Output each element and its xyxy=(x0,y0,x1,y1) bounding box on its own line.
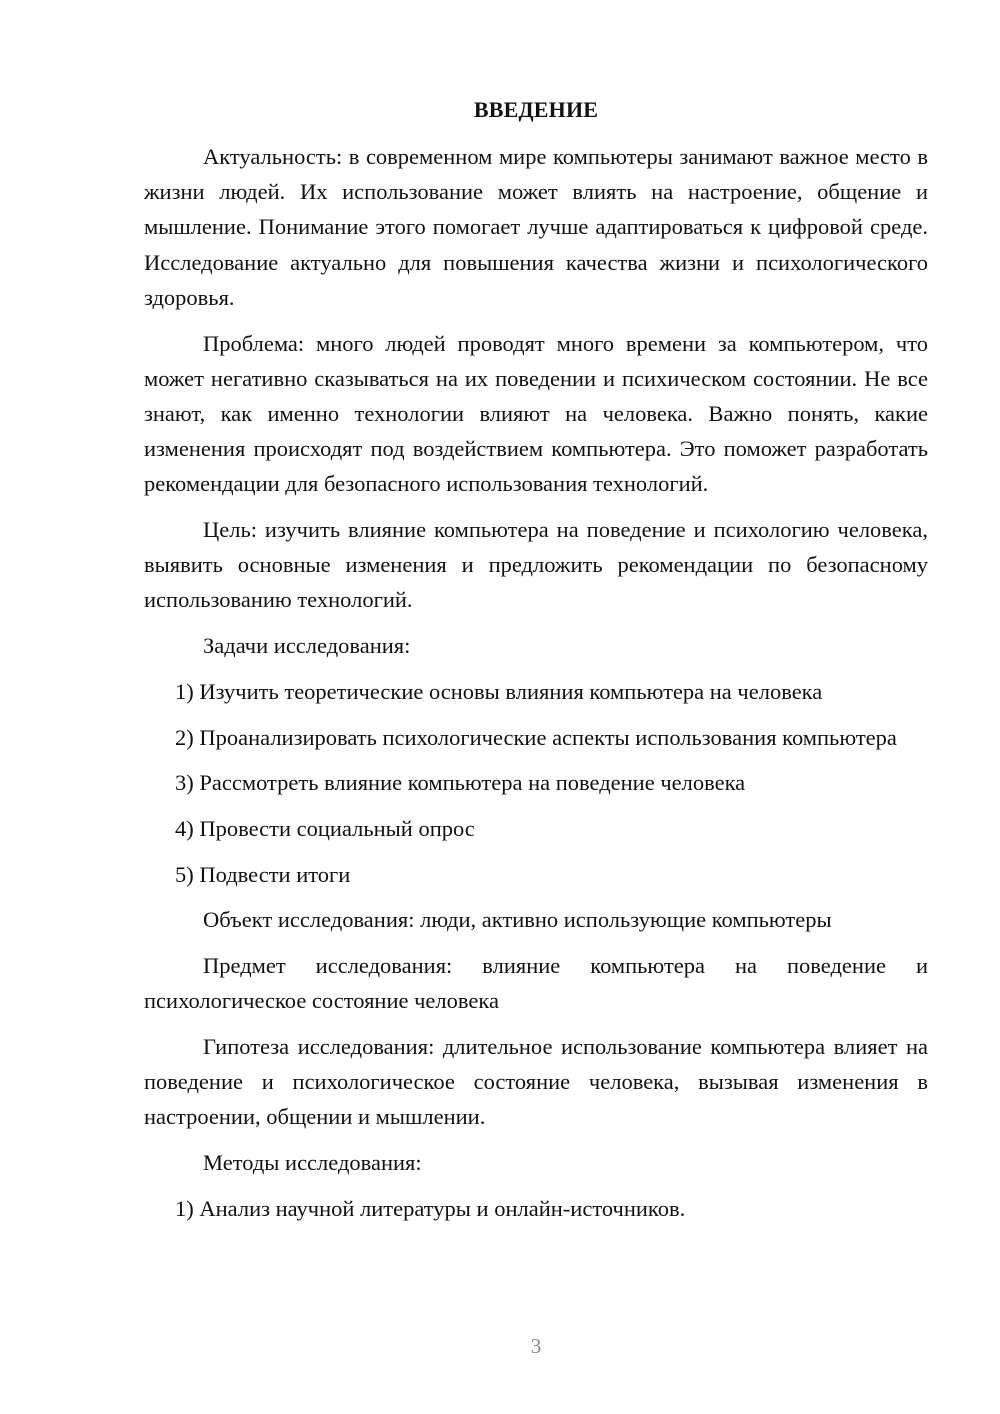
page-number: 3 xyxy=(530,1334,542,1358)
task-item-1: 1) Изучить теоретические основы влияния компьютера на человека xyxy=(175,678,823,704)
tasks-title: Задачи исследования: xyxy=(203,633,411,659)
page-content xyxy=(144,92,928,1236)
task-item-5: 5) Подвести итоги xyxy=(175,861,351,887)
subject-paragraph: Предмет исследования: влияние компьютера на поведение и психологическое состояние человека xyxy=(144,953,928,1014)
task-item-2: 2) Проанализировать психологические аспекты использования компьютера xyxy=(175,724,897,750)
hypothesis-paragraph: Гипотеза исследования: длительное использование компьютера влияет на поведение и психологическое состояние человека, вызывая изменения в настроении, общении и мышлении. xyxy=(144,1033,928,1130)
goal-paragraph: Цель: изучить влияние компьютера на поведение и психологию человека, выявить основные изменения и предложить рекомендации по безопасному использованию технологий. xyxy=(144,517,928,613)
task-item-3: 3) Рассмотреть влияние компьютера на поведение человека xyxy=(175,770,746,796)
task-item-4: 4) Провести социальный опрос xyxy=(175,815,475,841)
object-paragraph: Объект исследования: люди, активно использующие компьютеры xyxy=(203,907,832,933)
section-heading: ВВЕДЕНИЕ xyxy=(473,97,599,122)
methods-title: Методы исследования: xyxy=(203,1150,422,1176)
problem-paragraph: Проблема: много людей проводят много времени за компьютером, что может негативно сказываться на их поведении и психическом состоянии. Не все знают, как именно технологии влияют на человека. Важно понять, какие изменения происходят под воздействием компьютера. Это поможет разработать рекомендации для безопасного использования технологий. xyxy=(144,330,928,497)
relevance-paragraph: Актуальность: в современном мире компьютеры занимают важное место в жизни людей. Их использование может влиять на настроение, общение и мышление. Понимание этого помогает лучше адаптироваться к цифровой среде. Исследование актуально для повышения качества жизни и психологического здоровья. xyxy=(144,144,928,310)
method-item-1: 1) Анализ научной литературы и онлайн-источников. xyxy=(175,1195,686,1221)
